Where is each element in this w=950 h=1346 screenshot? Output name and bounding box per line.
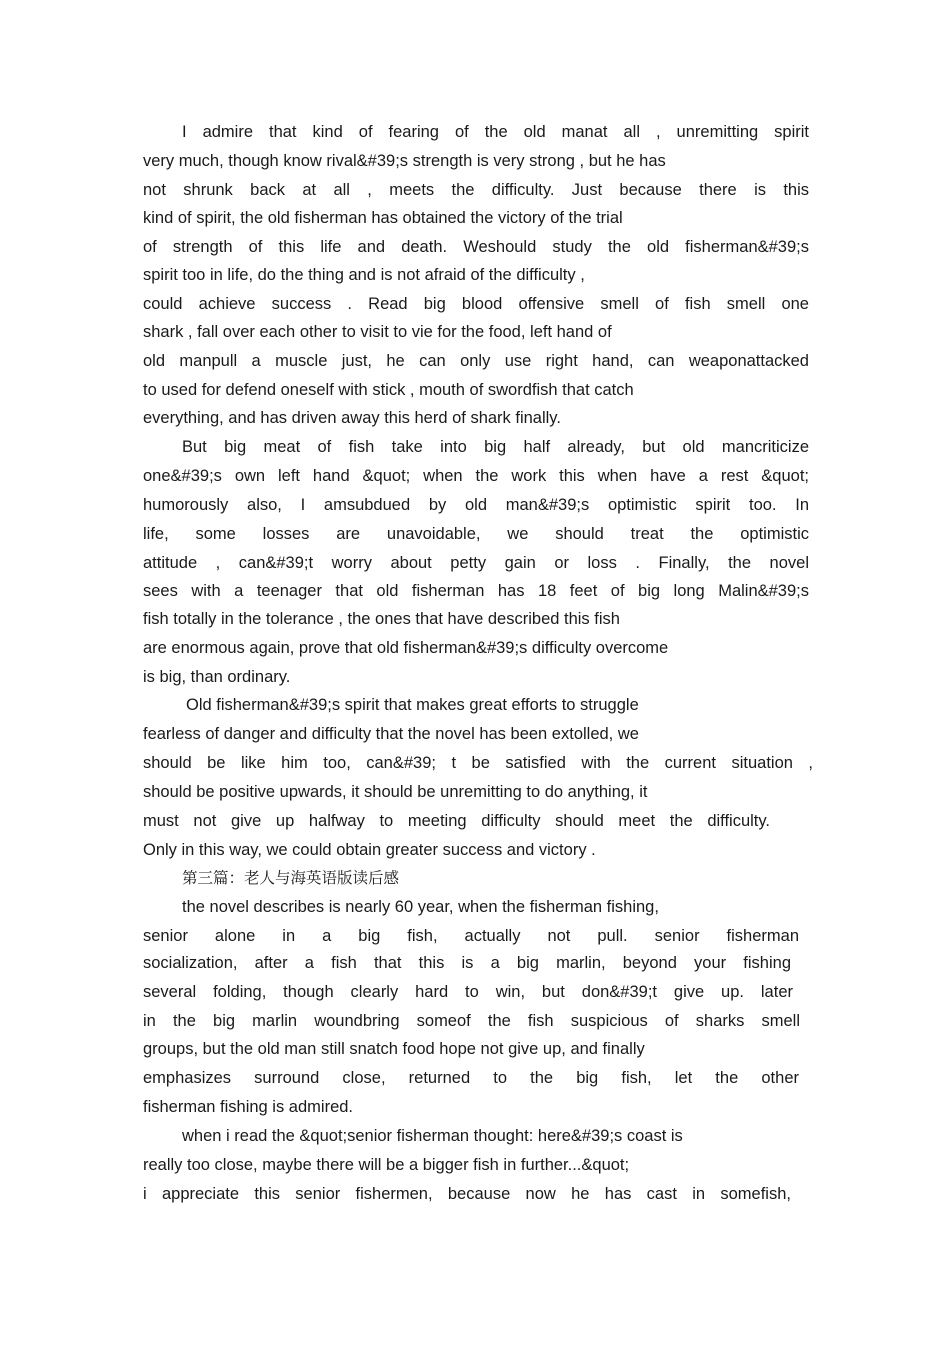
- text-line: emphasizes surround close, returned to the big fish, let the other: [143, 1069, 799, 1087]
- text-line: in the big marlin woundbring someof the fish suspicious of sharks smell: [143, 1012, 800, 1030]
- text-line: the novel describes is nearly 60 year, when the fisherman fishing,: [182, 898, 659, 916]
- text-line: of strength of this life and death. Weshould study the old fisherman&#39;s: [143, 238, 809, 256]
- text-line: fearless of danger and difficulty that the novel has been extolled, we: [143, 725, 639, 743]
- text-line: i appreciate this senior fishermen, because now he has cast in somefish,: [143, 1185, 791, 1203]
- text-line: But big meat of fish take into big half already, but old mancriticize: [182, 438, 809, 456]
- text-line: life, some losses are unavoidable, we should treat the optimistic: [143, 525, 809, 543]
- text-line: not shrunk back at all , meets the difficulty. Just because there is this: [143, 181, 809, 199]
- text-line: kind of spirit, the old fisherman has obtained the victory of the trial: [143, 209, 623, 227]
- text-line: everything, and has driven away this herd of shark finally.: [143, 409, 561, 427]
- text-line: one&#39;s own left hand &quot; when the work this when have a rest &quot;: [143, 467, 809, 485]
- text-line: really too close, maybe there will be a bigger fish in further...&quot;: [143, 1156, 630, 1174]
- text-line: when i read the &quot;senior fisherman thought: here&#39;s coast is: [182, 1127, 683, 1145]
- text-line: are enormous again, prove that old fisherman&#39;s difficulty overcome: [143, 639, 669, 657]
- text-line: fisherman fishing is admired.: [143, 1098, 354, 1116]
- text-line: senior alone in a big fish, actually not pull. senior fisherman: [143, 927, 799, 945]
- text-line: Old fisherman&#39;s spirit that makes great efforts to struggle: [186, 696, 639, 714]
- text-line: must not give up halfway to meeting difficulty should meet the difficulty.: [143, 812, 770, 830]
- text-line: humorously also, I amsubdued by old man&#39;s optimistic spirit too. In: [143, 496, 809, 514]
- text-line: attitude , can&#39;t worry about petty gain or loss . Finally, the novel: [143, 554, 809, 572]
- text-line: should be like him too, can&#39; t be satisfied with the current situation ,: [143, 754, 813, 772]
- text-line: shark , fall over each other to visit to vie for the food, left hand of: [143, 323, 612, 341]
- text-line: should be positive upwards, it should be unremitting to do anything, it: [143, 783, 648, 801]
- text-line: to used for defend oneself with stick , mouth of swordfish that catch: [143, 381, 634, 399]
- section-heading: 第三篇：老人与海英语版读后感: [182, 869, 400, 887]
- text-line: socialization, after a fish that this is a big marlin, beyond your fishing: [143, 954, 791, 972]
- text-line: is big, than ordinary.: [143, 668, 291, 686]
- text-line: groups, but the old man still snatch food hope not give up, and finally: [143, 1040, 645, 1058]
- text-line: very much, though know rival&#39;s strength is very strong , but he has: [143, 152, 666, 170]
- text-line: sees with a teenager that old fisherman has 18 feet of big long Malin&#39;s: [143, 582, 809, 600]
- text-line: I admire that kind of fearing of the old manat all , unremitting spirit: [182, 123, 809, 141]
- text-line: spirit too in life, do the thing and is not afraid of the difficulty ,: [143, 266, 585, 284]
- text-line: old manpull a muscle just, he can only use right hand, can weaponattacked: [143, 352, 809, 370]
- text-line: Only in this way, we could obtain greater success and victory .: [143, 841, 596, 859]
- text-line: could achieve success . Read big blood offensive smell of fish smell one: [143, 295, 809, 313]
- text-line: several folding, though clearly hard to win, but don&#39;t give up. later: [143, 983, 793, 1001]
- text-line: fish totally in the tolerance , the ones that have described this fish: [143, 610, 620, 628]
